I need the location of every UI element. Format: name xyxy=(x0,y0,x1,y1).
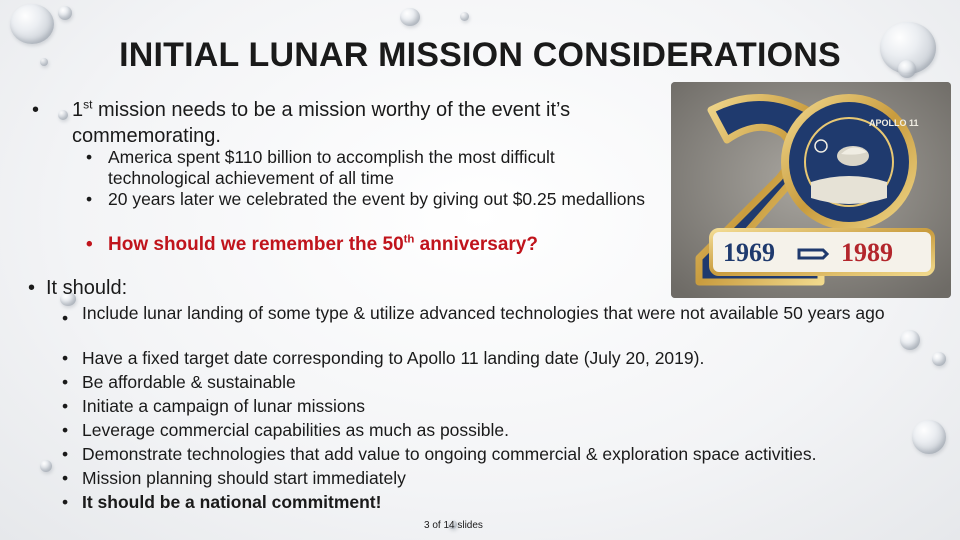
year-start-label: 1969 xyxy=(723,238,775,267)
list-item: It should be a national commitment! xyxy=(82,492,382,512)
bullet-dot: • xyxy=(86,234,93,255)
bullet-dot: • xyxy=(28,277,36,299)
bullet-dot: • xyxy=(86,189,93,209)
slide-counter: 3 of 14 slides xyxy=(424,520,483,531)
list-item: Have a fixed target date corresponding to Apollo 11 landing date (July 20, 2019). xyxy=(82,348,705,368)
bullet-dot: • xyxy=(86,147,93,167)
sub-bullet-text: 20 years later we celebrated the event by giving out $0.25 medallions xyxy=(108,189,645,209)
question-text: How should we remember the 50th anniversary? xyxy=(108,233,538,255)
it-should-label: It should: xyxy=(46,277,128,299)
main-bullet-text: 1st mission needs to be a mission worthy of the event it’s commemorating. xyxy=(72,97,571,147)
list-item: Include lunar landing of some type & utilize advanced technologies that were not available 50 years ago xyxy=(82,303,885,323)
apollo-medallion-icon xyxy=(671,82,951,298)
list-item: Be affordable & sustainable xyxy=(82,372,296,392)
sub-bullet-text: America spent $110 billion to accomplish the most difficult technological achievement of all time xyxy=(108,147,555,188)
list-item: Demonstrate technologies that add value to ongoing commercial & exploration space activities. xyxy=(82,444,817,464)
bullet-dot: • xyxy=(32,99,40,121)
list-item: Leverage commercial capabilities as much as possible. xyxy=(82,420,510,440)
apollo-11-label: APOLLO 11 xyxy=(869,118,919,128)
year-end-label: 1989 xyxy=(841,238,893,267)
slide-title: INITIAL LUNAR MISSION CONSIDERATIONS xyxy=(119,36,841,74)
apollo-medallion-image xyxy=(671,82,951,298)
list-item: Mission planning should start immediately xyxy=(82,468,406,488)
list-item: Initiate a campaign of lunar missions xyxy=(82,396,366,416)
